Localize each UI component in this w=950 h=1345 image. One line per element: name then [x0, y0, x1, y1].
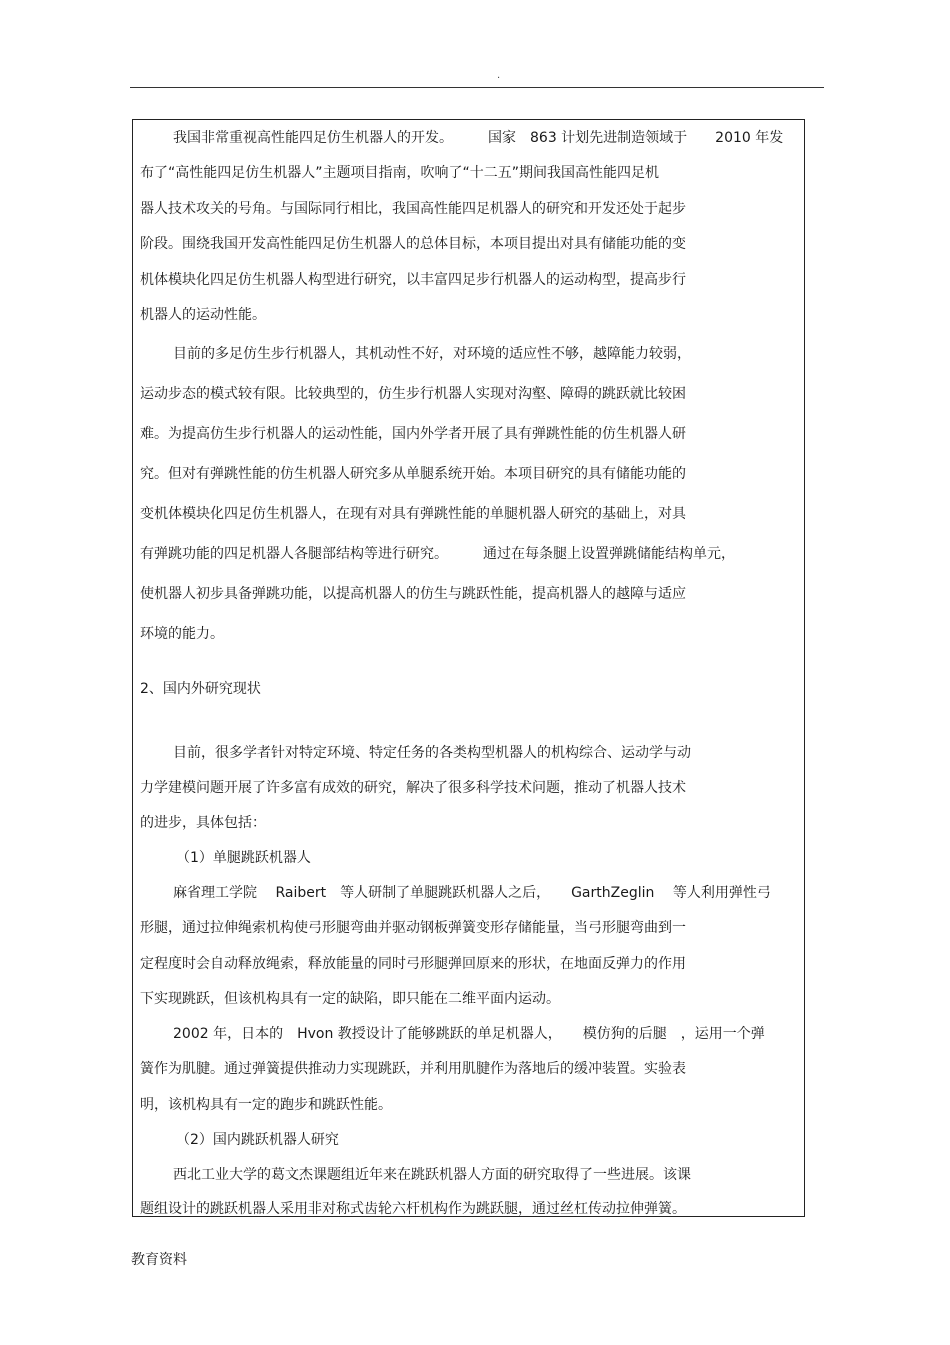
body-line: 机体模块化四足仿生机器人构型进行研究，以丰富四足步行机器人的运动构型，提高步行 — [140, 272, 686, 288]
body-line: 阶段。围绕我国开发高性能四足仿生机器人的总体目标，本项目提出对具有储能功能的变 — [140, 236, 686, 252]
subsection-heading: （1）单腿跳跃机器人 — [176, 850, 311, 866]
body-line: 机器人的运动性能。 — [140, 307, 266, 323]
body-line: 运动步态的模式较有限。比较典型的，仿生步行机器人实现对沟壑、障碍的跳跃就比较困 — [140, 386, 686, 402]
body-line: 难。为提高仿生步行机器人的运动性能，国内外学者开展了具有弹跳性能的仿生机器人研 — [140, 426, 686, 442]
body-line: 定程度时会自动释放绳索，释放能量的同时弓形腿弹回原来的形状，在地面反弹力的作用 — [140, 956, 686, 972]
body-line: 2002 年，日本的 Hvon 教授设计了能够跳跃的单足机器人， 模仿狗的后腿 ，运用一个弹 — [173, 1026, 765, 1042]
body-line: 下实现跳跃，但该机构具有一定的缺陷，即只能在二维平面内运动。 — [140, 991, 560, 1007]
body-line: 我国非常重视高性能四足仿生机器人的开发。 国家 863 计划先进制造领域于 2010 年发 — [173, 130, 784, 146]
body-line: 簧作为肌腱。通过弹簧提供推动力实现跳跃，并利用肌腱作为落地后的缓冲装置。实验表 — [140, 1061, 686, 1077]
body-line: 有弹跳功能的四足机器人各腿部结构等进行研究。 通过在每条腿上设置弹跳储能结构单元， — [140, 546, 735, 562]
footer-label: 教育资料 — [131, 1252, 187, 1268]
body-line: 环境的能力。 — [140, 626, 224, 642]
body-line: 究。但对有弹跳性能的仿生机器人研究多从单腿系统开始。本项目研究的具有储能功能的 — [140, 466, 686, 482]
body-line: 力学建模问题开展了许多富有成效的研究，解决了很多科学技术问题，推动了机器人技术 — [140, 780, 686, 796]
body-line: 使机器人初步具备弹跳功能，以提高机器人的仿生与跳跃性能，提高机器人的越障与适应 — [140, 586, 686, 602]
body-line: 麻省理工学院 Raibert 等人研制了单腿跳跃机器人之后， GarthZeglin 等人利用弹性弓 — [173, 885, 771, 901]
body-line: 的进步，具体包括： — [140, 815, 266, 831]
body-line: 西北工业大学的葛文杰课题组近年来在跳跃机器人方面的研究取得了一些进展。该课 — [173, 1167, 691, 1183]
body-line: 器人技术攻关的号角。与国际同行相比，我国高性能四足机器人的研究和开发还处于起步 — [140, 201, 686, 217]
subsection-heading: （2）国内跳跃机器人研究 — [176, 1132, 339, 1148]
body-line: 明，该机构具有一定的跑步和跳跃性能。 — [140, 1097, 392, 1113]
header-rule — [130, 87, 824, 88]
body-line: 变机体模块化四足仿生机器人，在现有对具有弹跳性能的单腿机器人研究的基础上，对具 — [140, 506, 686, 522]
header-mark: . — [497, 70, 501, 81]
section-heading: 2、国内外研究现状 — [140, 681, 261, 697]
body-line: 形腿，通过拉伸绳索机构使弓形腿弯曲并驱动钢板弹簧变形存储能量，当弓形腿弯曲到一 — [140, 920, 686, 936]
body-line: 布了“高性能四足仿生机器人”主题项目指南，吹响了“十二五”期间我国高性能四足机 — [140, 165, 660, 181]
body-line: 目前的多足仿生步行机器人，其机动性不好，对环境的适应性不够，越障能力较弱， — [173, 346, 691, 362]
body-line: 题组设计的跳跃机器人采用非对称式齿轮六杆机构作为跳跃腿，通过丝杠传动拉伸弹簧。 — [140, 1201, 686, 1217]
body-line: 目前，很多学者针对特定环境、特定任务的各类构型机器人的机构综合、运动学与动 — [173, 745, 691, 761]
